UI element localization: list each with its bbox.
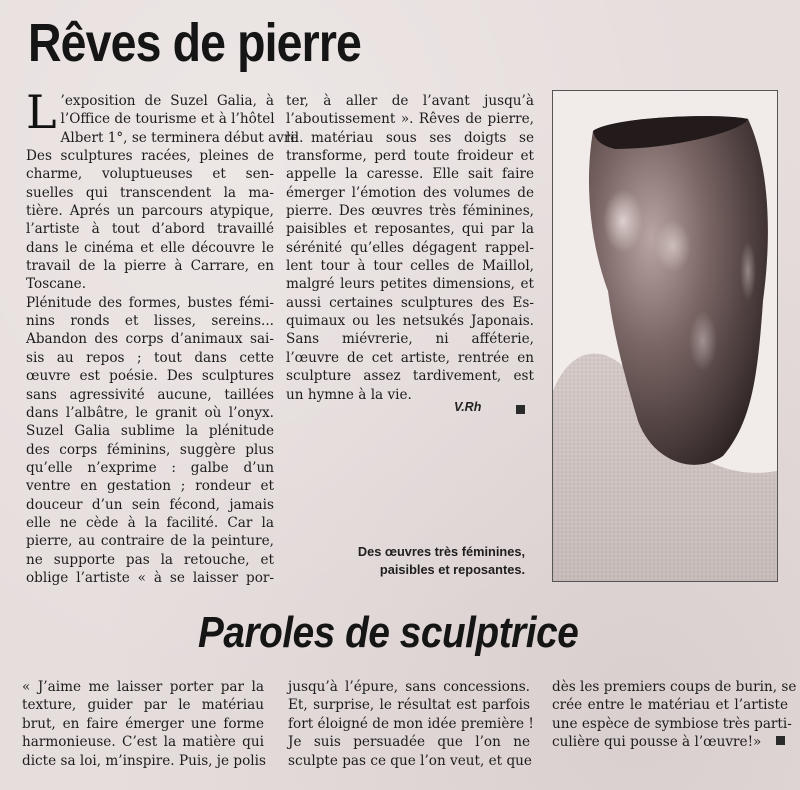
text-line: sculpte pas ce que l’on veut, et que <box>288 752 532 769</box>
text-line: paisibles et reposantes, qui par la <box>286 221 534 238</box>
text-line: lent tour à tour celles de Maillol, <box>286 258 534 275</box>
text-line: des corps féminins, suggère plus <box>26 441 274 458</box>
text-line: dans l’albâtre, le granit où l’onyx. <box>26 404 274 421</box>
text-line: nins ronds et lisses, sereins... <box>26 313 274 330</box>
text-line: pierre. Des œuvres très féminines, <box>286 203 534 220</box>
text-line: sérénité qu’elles dégagent rappel- <box>286 239 534 256</box>
text-line: un hymne à la vie. <box>286 386 412 403</box>
text-line: fort éloigné de mon idée première ! <box>288 715 534 732</box>
text-line: jusqu’à l’épure, sans concessions. <box>288 679 530 695</box>
text-line: pierre, au contraire de la peinture, <box>26 533 274 550</box>
text-line: appelle la caresse. Elle sait faire <box>286 166 534 183</box>
text-line: le matériau sous ses doigts se <box>286 129 534 146</box>
column-1-text <box>26 85 304 587</box>
column-2-text <box>286 92 534 404</box>
caption-line: paisibles et reposantes. <box>379 562 525 577</box>
text-line: dans le cinéma et elle découvre le <box>26 239 274 256</box>
author-signature: V.Rh <box>454 400 482 414</box>
text-line: ter, à aller de l’avant jusqu’à <box>286 93 534 109</box>
text-line: l’œuvre de cet artiste, rentrée en <box>286 349 534 366</box>
article-column-1 <box>26 85 304 587</box>
text-line: tière. Aprés un parcours atypique, <box>26 203 274 220</box>
text-line: Plénitude des formes, bustes fémi- <box>26 294 274 311</box>
text-line: dicte sa loi, m’inspire. Puis, je polis <box>22 752 266 769</box>
photo-caption <box>300 543 525 579</box>
text-line: Suzel Galia sublime la plénitude <box>26 423 274 440</box>
text-line: une espèce de symbiose très parti- <box>552 715 792 732</box>
text-line: suelles qui transcendent la ma- <box>26 184 274 201</box>
text-line: Abandon des corps d’animaux sai- <box>26 331 274 348</box>
text-line: culière qui pousse à l’œuvre!» <box>552 734 762 751</box>
text-line: texture, guider par le matériau <box>22 697 264 714</box>
column-text <box>552 678 797 752</box>
text-line: oblige l’artiste « à se laisser por- <box>26 569 274 586</box>
sculpture-image <box>553 91 777 581</box>
article-column-2 <box>286 92 534 404</box>
text-line: elle ne cède à la facilité. Car la <box>26 514 274 531</box>
end-mark-icon <box>516 405 525 414</box>
text-line: qu’elle n’exprime : galbe d’un <box>26 459 274 476</box>
second-article-title: Paroles de sculptrice <box>198 608 579 657</box>
column-text <box>288 678 534 770</box>
text-line: « J’aime me laisser porter par la <box>22 679 264 695</box>
text-line: douceur d’un sein fécond, jamais <box>26 496 274 513</box>
text-line: l’aboutissement ». Rêves de pierre, <box>286 111 534 128</box>
text-line: malgré leurs petites dimensions, et <box>286 276 534 293</box>
text-line: ne supporte pas la retouche, et <box>26 551 274 568</box>
second-article-column-3 <box>552 678 797 752</box>
sculpture-photo <box>552 90 778 582</box>
second-article-column-1 <box>22 678 264 770</box>
text-line: sans agressivité aucune, taillées <box>26 386 274 403</box>
text-line: brut, en faire émerger une forme <box>22 715 264 732</box>
article-title: Rêves de pierre <box>28 13 362 73</box>
text-line: sis au repos ; tout dans cette <box>26 349 274 366</box>
text-line: travail de la pierre à Carrare, en <box>26 258 274 275</box>
show-through-decoration <box>430 418 437 443</box>
second-article-column-2 <box>288 678 534 770</box>
end-mark-icon <box>776 736 785 745</box>
text-line: Toscane. <box>26 276 87 293</box>
text-line: Des sculptures racées, pleines de <box>26 148 274 165</box>
text-line: crée entre le matériau et l’artiste <box>552 697 788 714</box>
text-line: aussi certaines sculptures des Es- <box>286 294 534 311</box>
text-line: dès les premiers coups de burin, se <box>552 679 797 695</box>
text-line: charme, voluptueuses et sen- <box>26 166 274 183</box>
text-line: Je suis persuadée que l’on ne <box>288 734 530 751</box>
text-line: Et, surprise, le résultat est parfois <box>288 697 530 714</box>
text-line: harmonieuse. C’est la matière qui <box>22 734 264 751</box>
text-line: quimaux ou les netsukés Japonais. <box>286 313 534 330</box>
text-line: Sans miévrerie, ni afféterie, <box>286 331 534 348</box>
text-line: l’artiste à tout d’abord travaillé <box>26 221 274 238</box>
text-line: émerger l’émotion des volumes de <box>286 184 534 201</box>
caption-line: Des œuvres très féminines, <box>357 544 525 559</box>
text-line: sculpture assez tardivement, est <box>286 368 534 385</box>
text-line: l’Office de tourisme et à l’hôtel <box>60 111 275 128</box>
column-text <box>22 678 264 770</box>
text-line: ’exposition de Suzel Galia, à <box>60 93 274 109</box>
text-line: transforme, perd toute froideur et <box>286 148 534 165</box>
text-line: Albert 1°, se terminera début avril. <box>60 129 304 146</box>
caption-text <box>300 543 525 579</box>
drop-cap: L <box>26 85 57 139</box>
text-line: ventre en gestation ; rondeur et <box>26 478 274 495</box>
text-line: œuvre est poésie. Des sculptures <box>26 368 274 385</box>
